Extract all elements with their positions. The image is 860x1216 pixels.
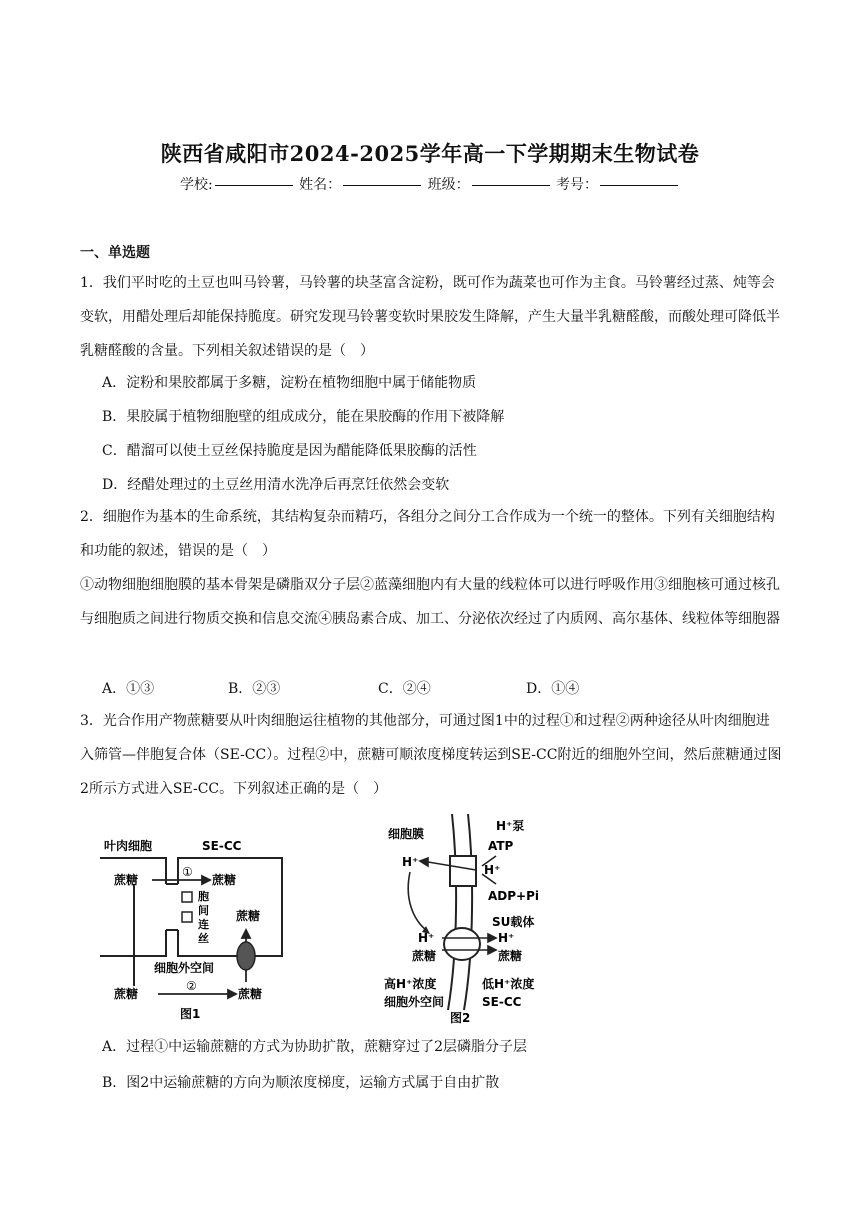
fig1-plasmo-4: 丝 [198,932,209,945]
fig1-sucrose-left: 蔗糖 [114,873,139,887]
fig1-sucrose-bottom-left: 蔗糖 [114,987,139,1001]
fig1-extracellular-label: 细胞外空间 [154,961,215,975]
class-label: 班级： [427,177,470,193]
fig2-low-label: 低H⁺浓度 [482,977,535,991]
section-title: 一、单选题 [80,245,150,261]
fig2-secc-label: SE-CC [482,995,522,1009]
fig2-adp-label: ADP+Pi [488,889,540,903]
q1-option-b: B．果胶属于植物细胞壁的组成成分，能在果胶酶的作用下被降解 [102,409,505,425]
q2-option-d: D．①④ [526,681,580,697]
q2-option-a: A．①③ [102,681,155,697]
q2-option-b: B．②③ [228,681,281,697]
fig2-hplus-left: H⁺ [402,855,419,869]
fig2-atp-label: ATP [488,839,514,853]
fig1-mesophyll-label: 叶肉细胞 [104,839,153,853]
q3-stem: 3．光合作用产物蔗糖要从叶肉细胞运往植物的其他部分，可通过图1中的过程①和过程②两种途径从叶肉细胞进入筛管—伴胞复合体（SE-CC）。过程②中，蔗糖可顺浓度梯度转运到SE-CC附近的细胞外空间，然后蔗糖通过图2所示方式进入SE-CC。下列叙述正确的是（ ） [80,713,782,797]
q2-stem: 2．细胞作为基本的生命系统，其结构复杂而精巧，各组分之间分工合作成为一个统一的整体。下列有关细胞结构和功能的叙述，错误的是（ ） [80,509,775,559]
fig2-hplus-su-right: H⁺ [498,931,515,945]
fig1-plasmo-3: 连 [198,918,209,931]
q1-option-d: D．经醋处理过的土豆丝用清水洗净后再烹饪依然会变软 [102,477,450,493]
fig2-sucrose-left: 蔗糖 [412,949,437,963]
fig2-sucrose-right: 蔗糖 [498,949,523,963]
fig1-sucrose-carrier: 蔗糖 [236,909,261,923]
name-label: 姓名： [299,177,342,193]
q1-stem: 1．我们平时吃的土豆也叫马铃薯，马铃薯的块茎富含淀粉，既可作为蔬菜也可作为主食。马铃薯经过蒸、炖等会变软，用醋处理后却能保持脆度。研究发现马铃薯变软时果胶发生降解，产生大量半乳糖醛酸，而酸处理可降低半乳糖醛酸的含量。下列相关叙述错误的是（ ） [80,275,780,359]
q3-option-b: B．图2中运输蔗糖的方向为顺浓度梯度，运输方式属于自由扩散 [102,1075,500,1091]
fig1-sucrose-right: 蔗糖 [212,873,237,887]
fig2-high-label: 高H⁺浓度 [384,977,437,991]
fig2-pump-label: H⁺泵 [496,819,525,833]
name-blank [343,185,421,186]
fig2-hplus-su-left: H⁺ [418,931,435,945]
fig1-caption: 图1 [180,1007,201,1021]
fig1-sucrose-bottom-right: 蔗糖 [238,987,263,1001]
q2-statements: ①动物细胞细胞膜的基本骨架是磷脂双分子层②蓝藻细胞内有大量的线粒体可以进行呼吸作用③细胞核可通过核孔与细胞质之间进行物质交换和信息交流④胰岛素合成、加工、分泌依次经过了内质网、高尔基体、线粒体等细胞器 [80,577,780,627]
fig2-membrane-label: 细胞膜 [388,827,425,841]
fig2-caption: 图2 [450,1011,471,1025]
fig2-hplus-right: H⁺ [484,863,501,877]
school-label: 学校: [179,177,213,193]
fig2-su-label: SU载体 [492,915,535,929]
exam-no-blank [600,185,678,186]
fig1-plasmo-2: 间 [198,904,209,917]
q1-option-c: C．醋溜可以使土豆丝保持脆度是因为醋能降低果胶酶的活性 [102,443,477,459]
q3-option-a: A．过程①中运输蔗糖的方式为协助扩散，蔗糖穿过了2层磷脂分子层 [102,1039,528,1055]
fig1-process-2: ② [186,979,197,993]
class-blank [472,185,550,186]
page-title: 陕西省咸阳市2024-2025学年高一下学期期末生物试卷 [160,141,700,166]
exam-no-label: 考号： [556,177,599,193]
q1-option-a: A．淀粉和果胶都属于多糖，淀粉在植物细胞中属于储能物质 [102,375,477,391]
student-info-line [0,174,860,194]
figure-2 [384,810,580,1026]
q2-option-c: C．②④ [378,681,431,697]
school-blank [215,185,293,186]
fig2-extracellular-label: 细胞外空间 [384,995,445,1009]
figure-1 [98,822,308,1028]
fig1-process-1: ① [182,865,193,879]
fig1-plasmo-1: 胞 [198,890,209,903]
fig1-secc-label: SE-CC [202,839,242,853]
